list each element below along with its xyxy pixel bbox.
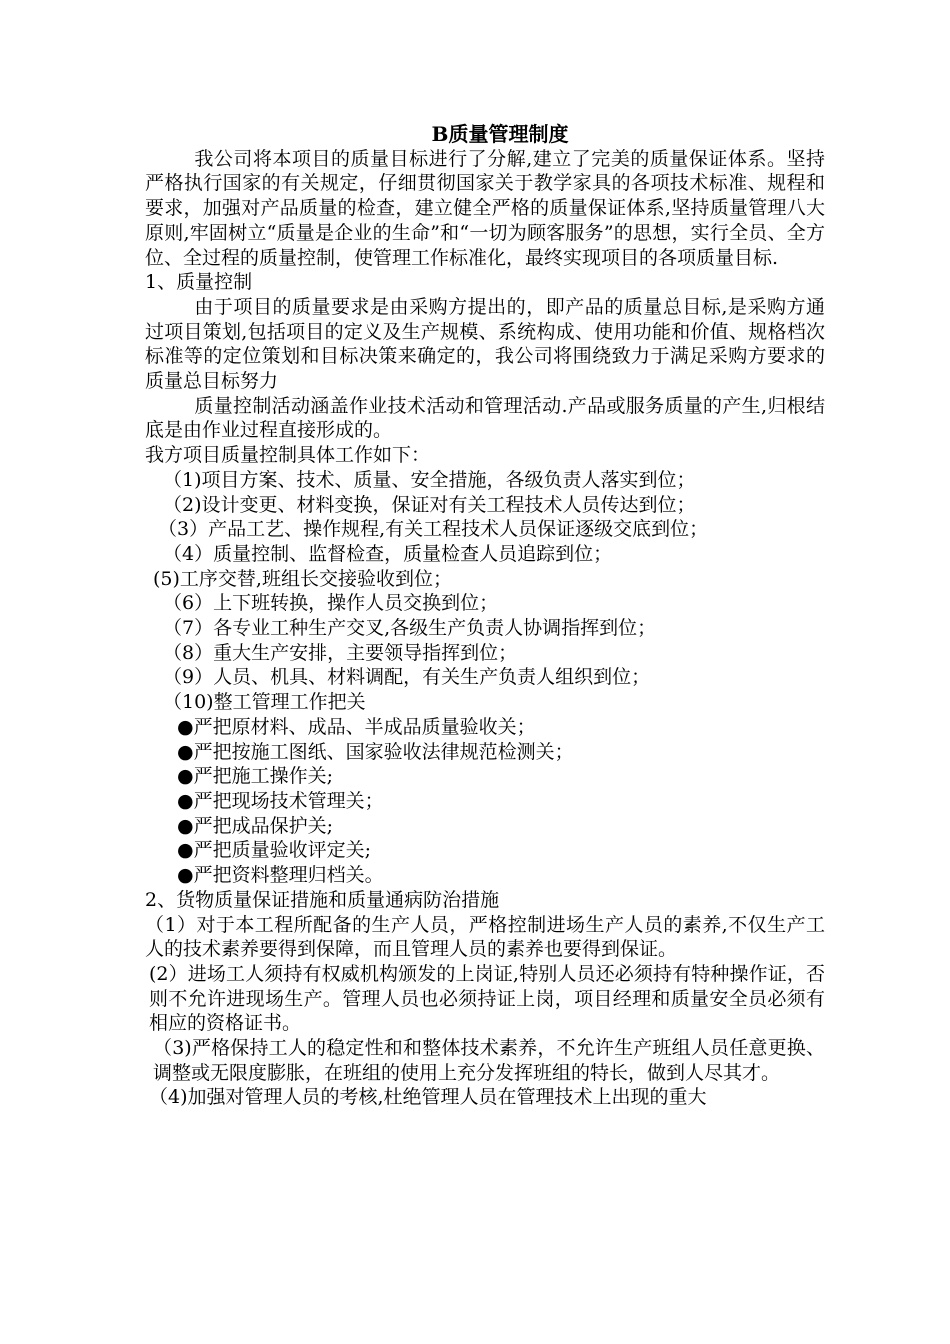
bullet-item: ●严把原材料、成品、半成品质量验收关； (177, 715, 536, 738)
work-list-lead: 我方项目质量控制具体工作如下： (145, 444, 431, 467)
bullet-item: ●严把按施工图纸、国家验收法律规范检测关； (177, 740, 574, 763)
section-heading-quality-assurance: 2、货物质量保证措施和质量通病防治措施 (145, 888, 500, 911)
list-item: （10)整工管理工作把关 (163, 691, 366, 714)
bullet-dot-icon: ● (177, 814, 194, 837)
list-item: （6）上下班转换，操作人员交换到位； (163, 592, 499, 615)
bullet-item: ●严把资料整理归档关。 (177, 864, 384, 887)
bullet-item: ●严把质量验收评定关; (177, 839, 371, 862)
document-page (145, 122, 825, 1110)
assurance-paragraph-2: (2）进场工人须持有权威机构颁发的上岗证,特别人员还必须持有特种操作证，否则不允许进现场生产。管理人员也必须持证上岗，项目经理和质量安全员必须有相应的资格证书。 (149, 962, 825, 1035)
list-item: （3）产品工艺、操作规程,有关工程技术人员保证逐级交底到位； (158, 518, 709, 541)
assurance-paragraph-4: （4)加强对管理人员的考核,杜绝管理人员在管理技术上出现的重大 (149, 1086, 707, 1109)
bullet-dot-icon: ● (177, 715, 194, 738)
bullet-item: ●严把施工操作关; (177, 765, 333, 788)
assurance-paragraph-3: （3)严格保持工人的稳定性和和整体技术素养，不允许生产班组人员任意更换、调整或无限度膨胀，在班组的使用上充分发挥班组的特长，做到人尽其才。 (153, 1037, 825, 1084)
section-heading-quality-control: 1、质量控制 (145, 271, 253, 294)
list-item: (5)工序交替,班组长交接验收到位； (153, 567, 452, 590)
bullet-item: ●严把现场技术管理关； (177, 789, 384, 812)
quality-control-paragraph-1: 由于项目的质量要求是由采购方提出的，即产品的质量总目标,是采购方通过项目策划,包括项目的定义及生产规模、系统构成、使用功能和价值、规格档次标准等的定位策划和目标决策来确定的，我公司将围绕致力于满足采购方要求的质量总目标努力 (145, 295, 825, 393)
list-item: （8）重大生产安排，主要领导指挥到位； (163, 641, 518, 664)
list-item: （4）质量控制、监督检查，质量检查人员追踪到位； (163, 542, 613, 565)
quality-control-paragraph-2: 质量控制活动涵盖作业技术活动和管理活动.产品或服务质量的产生,归根结底是由作业过程直接形成的。 (145, 394, 825, 442)
bullet-dot-icon: ● (177, 864, 194, 887)
assurance-paragraph-1: （1）对于本工程所配备的生产人员，严格控制进场生产人员的素养,不仅生产工人的技术素养要得到保障，而且管理人员的素养也要得到保证。 (145, 913, 825, 961)
list-item: （7）各专业工种生产交叉,各级生产负责人协调指挥到位； (163, 617, 657, 640)
bullet-dot-icon: ● (177, 765, 194, 788)
bullet-dot-icon: ● (177, 789, 194, 812)
document-title: B质量管理制度 (431, 122, 569, 146)
list-item: （9）人员、机具、材料调配，有关生产负责人组织到位； (163, 666, 651, 689)
intro-paragraph: 我公司将本项目的质量目标进行了分解,建立了完美的质量保证体系。坚持严格执行国家的有关规定，仔细贯彻国家关于教学家具的各项技术标准、规程和要求，加强对产品质量的检查，建立健全严格的质量保证体系,坚持质量管理八大原则,牢固树立“质量是企业的生命”和“一切为顾客服务”的思想，实行全员、全方位、全过程的质量控制，使管理工作标准化，最终实现项目的各项质量目标. (145, 147, 825, 269)
list-item: （1)项目方案、技术、质量、安全措施，各级负责人落实到位； (163, 468, 696, 491)
bullet-dot-icon: ● (177, 740, 194, 763)
bullet-item: ●严把成品保护关; (177, 814, 333, 837)
bullet-dot-icon: ● (177, 839, 194, 862)
list-item: （2)设计变更、材料变换，保证对有关工程技术人员传达到位； (163, 493, 696, 516)
